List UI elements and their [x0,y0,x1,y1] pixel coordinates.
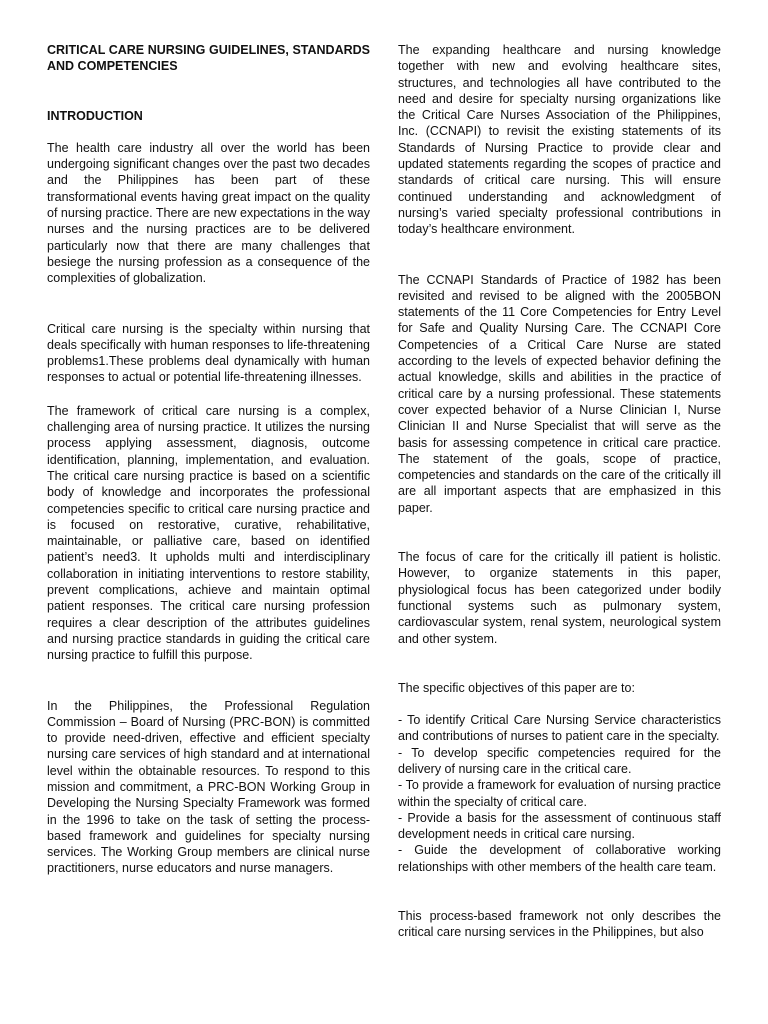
objective-item: - To provide a framework for evaluation of nursing practice within the specialty of critical care. [398,778,721,809]
objective-item: - Guide the development of collaborative working relationships with other members of the health care team. [398,843,721,874]
right-column [398,42,721,941]
paragraph-focus-of-care: The focus of care for the critically ill patient is holistic. However, to organize statements in this paper, physiological focus has been categorized under bodily functional systems such as pulmonary system, cardiovascular system, renal system, neurological system and other system. [398,550,721,646]
document-title: CRITICAL CARE NURSING GUIDELINES, STANDARDS AND COMPETENCIES [47,43,370,74]
paragraph-ccnapi-standards: The CCNAPI Standards of Practice of 1982 has been revisited and revised to be aligned with the 2005BON statements of the 11 Core Competencies for Entry Level for Safe and Quality Nursing Care. The CCNAPI Core Competencies of a Critical Care Nurse are stated according to the levels of expected behavior defining the actual knowledge, skills and abilities in the practice of critical care by a nursing professional. These statements cover expected behavior of a Nurse Clinician I, Nurse Clinician II and Nurse Specialist that will serve as the basis for assessing competence in critical care practice. The statement of the goals, scope of practice, competencies and standards on the care of the critically ill are all important aspects that are emphasized in this paper. [398,272,721,515]
objective-item: - To develop specific competencies required for the delivery of nursing care in the critical care. [398,745,721,776]
paragraph-critical-care-definition: Critical care nursing is the specialty within nursing that deals specifically with human responses to life-threatening problems1.These problems deal dynamically with human responses to actual or potential life-threatening illnesses. [47,321,370,385]
objective-item: - Provide a basis for the assessment of continuous staff development needs in critical care nursing. [398,810,721,842]
objectives-intro: The specific objectives of this paper are to: [398,680,635,695]
objective-item: - To identify Critical Care Nursing Service characteristics and contributions of nurses to patient care in the specialty. [398,713,721,744]
paragraph-philippines-prc-bon: In the Philippines, the Professional Regulation Commission – Board of Nursing (PRC-BON) is committed to provide need-driven, effective and efficient specialty nursing care services of high standard and at international level within the obtainable resources. To respond to this mission and commitment, a PRC-BON Working Group in Developing the Nursing Specialty Framework was formed in the 1996 to take on the task of setting the process-based framework and guidelines for specialty nursing services. The Working Group members are clinical nurse practitioners, nurse educators and nurse managers. [47,698,370,876]
objectives-list [398,712,721,875]
paragraph-healthcare-industry: The health care industry all over the world has been undergoing significant changes over the past two decades and the Philippines has been part of these transformational events having great impact on the quality of nursing practice. There are new expectations in the way nurses and the nursing practices are to be delivered particularly now that there are many challenges that besiege the nursing profession as a consequence of the complexities of globalization. [47,140,370,286]
paragraph-closing: This process-based framework not only describes the critical care nursing services in the Philippines, but also [398,909,721,940]
introduction-heading: INTRODUCTION [47,108,143,123]
left-column [47,42,370,877]
paragraph-framework: The framework of critical care nursing is a complex, challenging area of nursing practice. It utilizes the nursing process applying assessment, diagnosis, outcome identification, planning, implementation, and evaluation. The critical care nursing practice is based on a scientific body of knowledge and incorporates the professional competencies specific to critical care nursing practice and is focused on restorative, curative, rehabilitative, maintainable, or palliative care, based on identified patient’s need3. It upholds multi and interdisciplinary collaboration in initiating interventions to restore stability, prevent complications, achieve and maintain optimal patient responses. The critical care nursing profession requires a clear description of the attributes guidelines and nursing practice standards in guiding the critical care nursing practice to fulfill this purpose. [47,403,370,663]
paragraph-expanding-knowledge: The expanding healthcare and nursing knowledge together with new and evolving healthcare sites, structures, and technologies all have contributed to the need and desire for specialty nursing organizations like the Critical Care Nurses Association of the Philippines, Inc. (CCNAPI) to revisit the existing statements of its Standards of Nursing Practice to provide clear and updated statements regarding the scopes of practice and standards of critical care nursing. This will ensure continued understanding and acknowledgment of nursing’s varied specialty professional contributions in today’s healthcare environment. [398,43,721,237]
